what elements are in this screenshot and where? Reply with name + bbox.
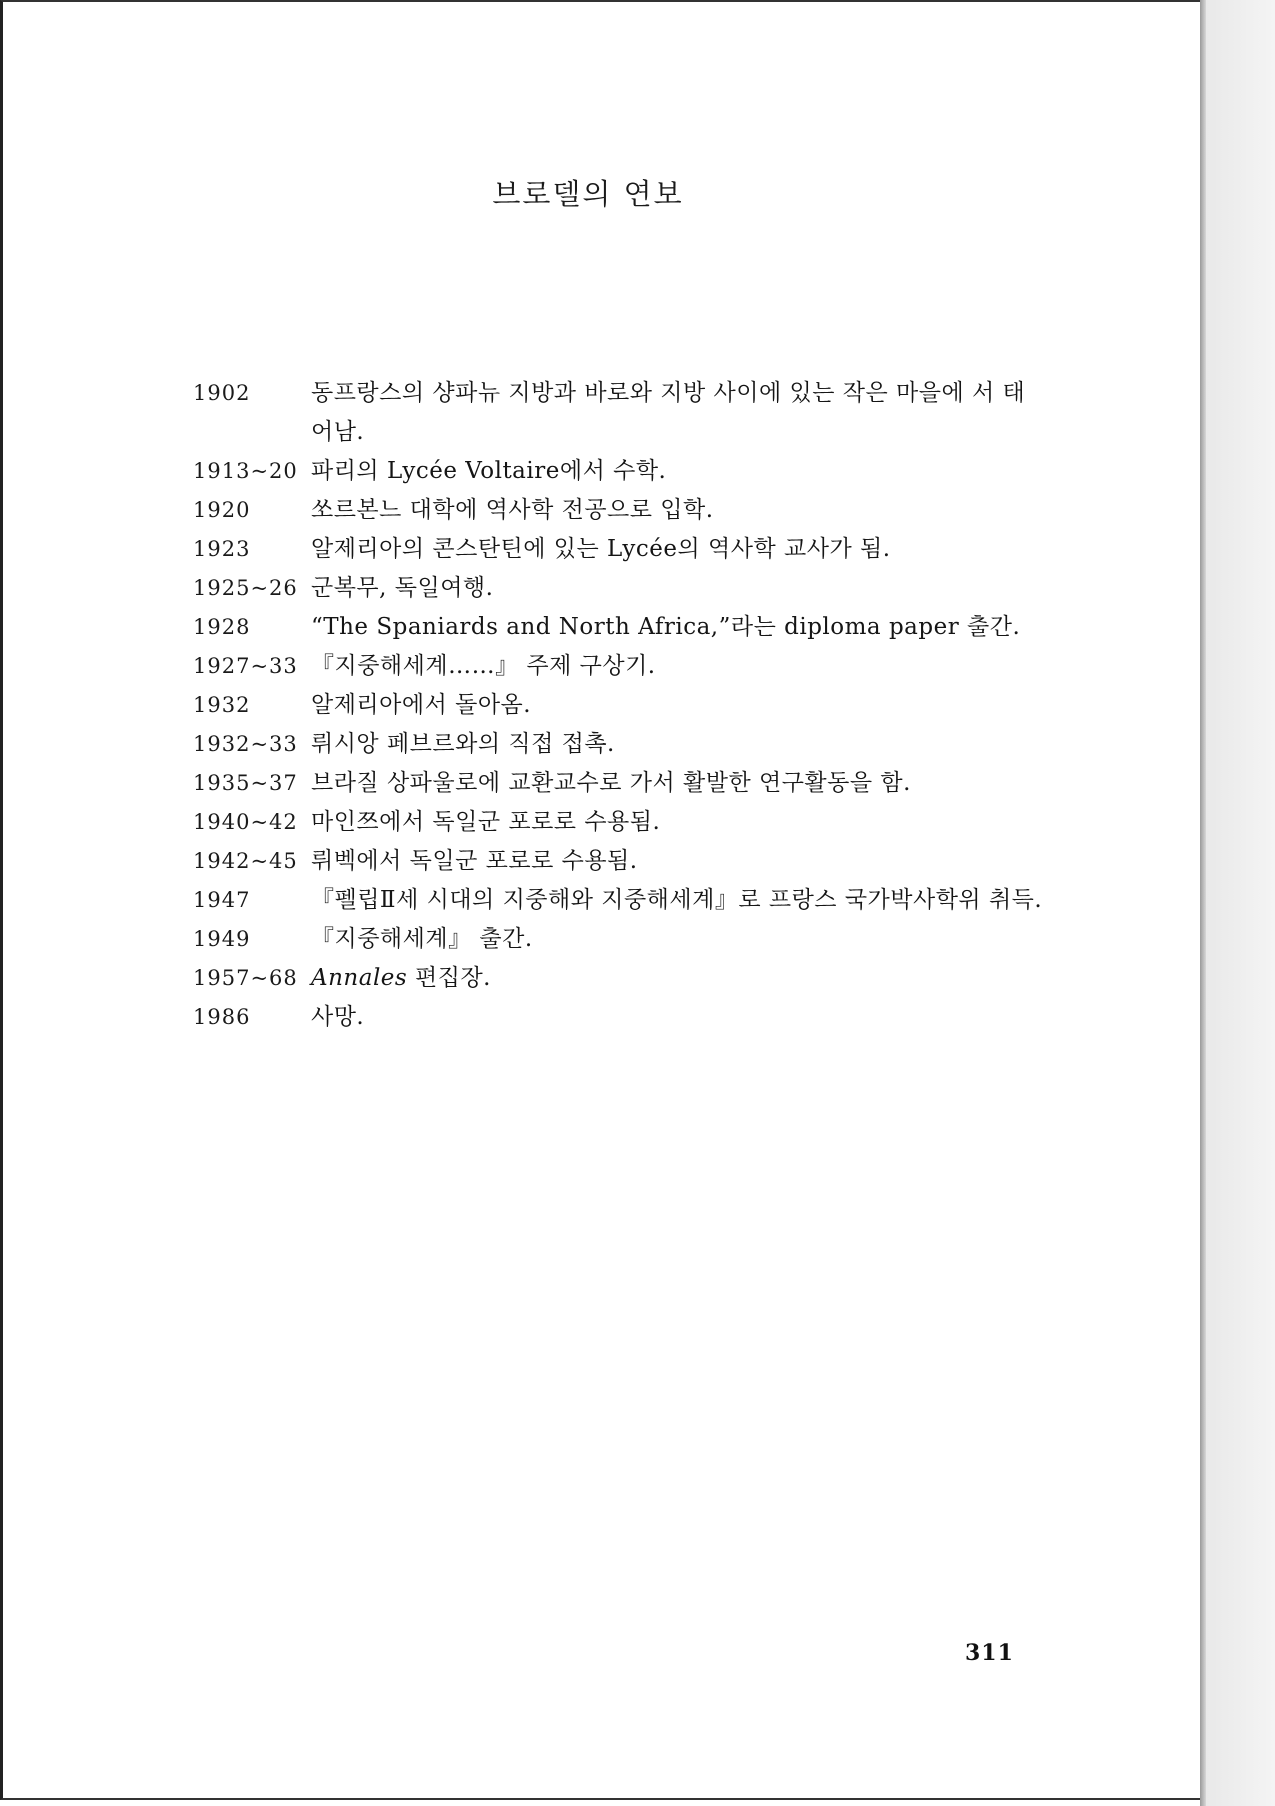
entry-text: 사망.: [311, 1004, 365, 1030]
entry-year: 1942~45: [193, 849, 298, 873]
entry-year: 1932: [193, 693, 251, 717]
entry-year: 1913~20: [193, 459, 298, 483]
chronology-entry: [193, 374, 1043, 452]
chronology-entry: [193, 959, 1043, 998]
entry-text: [311, 959, 1043, 998]
entry-year: 1940~42: [193, 810, 298, 834]
entry-text: 알제리아의 콘스탄틴에 있는 Lycée의 역사학 교사가 됨.: [311, 536, 891, 562]
entry-text: “The Spaniards and North Africa,”라는 diploma paper 출간.: [311, 614, 1021, 640]
entry-year: 1920: [193, 498, 251, 522]
entry-text: 『펠립Ⅱ세 시대의 지중해와 지중해세계』로 프랑스 국가박사학위 취득.: [311, 887, 1043, 913]
page-title: 브로델의 연보: [492, 177, 684, 211]
chronology-entry: [193, 491, 1043, 530]
page-shadow: [1206, 0, 1275, 1806]
entry-year: 1932~33: [193, 732, 298, 756]
entry-year: 1935~37: [193, 771, 298, 795]
chronology-entry: [193, 647, 1043, 686]
entry-text: 뤼시앙 페브르와의 직접 접촉.: [311, 731, 615, 757]
entry-year: 1927~33: [193, 654, 298, 678]
chronology-entry: [193, 452, 1043, 491]
entry-text: 뤼벡에서 독일군 포로로 수용됨.: [311, 848, 638, 874]
chronology-entry: [193, 842, 1043, 881]
entry-text: 파리의 Lycée Voltaire에서 수학.: [311, 458, 667, 484]
entry-text: 『지중해세계』 출간.: [311, 926, 533, 952]
chronology-entry: [193, 608, 1043, 647]
entry-year: 1947: [193, 888, 251, 912]
chronology-entry: [193, 569, 1043, 608]
chronology-entry: [193, 764, 1043, 803]
entry-text: 마인쯔에서 독일군 포로로 수용됨.: [311, 809, 661, 835]
chronology-entry: [193, 881, 1043, 920]
entry-year: 1957~68: [193, 966, 298, 990]
entry-text: 동프랑스의 샹파뉴 지방과 바로와 지방 사이에 있는 작은 마을에 서 태어남.: [311, 380, 1026, 445]
page-number: 311: [965, 1640, 1014, 1666]
chronology-list: [193, 374, 1043, 1037]
entry-text: 군복무, 독일여행.: [311, 575, 494, 601]
chronology-entry: [193, 998, 1043, 1037]
chronology-entry: [193, 686, 1043, 725]
journal-title: Annales: [311, 965, 408, 991]
entry-year: 1928: [193, 615, 251, 639]
entry-year: 1902: [193, 381, 251, 405]
chronology-entry: [193, 803, 1043, 842]
entry-text-rest: 편집장.: [407, 965, 491, 991]
entry-year: 1925~26: [193, 576, 298, 600]
entry-text: 브라질 상파울로에 교환교수로 가서 활발한 연구활동을 함.: [311, 770, 911, 796]
chronology-entry: [193, 530, 1043, 569]
chronology-entry: [193, 920, 1043, 959]
entry-text: 알제리아에서 돌아옴.: [311, 692, 532, 718]
entry-year: 1923: [193, 537, 251, 561]
chronology-entry: [193, 725, 1043, 764]
entry-year: 1949: [193, 927, 251, 951]
entry-text: 쏘르본느 대학에 역사학 전공으로 입학.: [311, 497, 714, 523]
entry-text: 『지중해세계……』 주제 구상기.: [311, 653, 656, 679]
entry-year: 1986: [193, 1005, 251, 1029]
